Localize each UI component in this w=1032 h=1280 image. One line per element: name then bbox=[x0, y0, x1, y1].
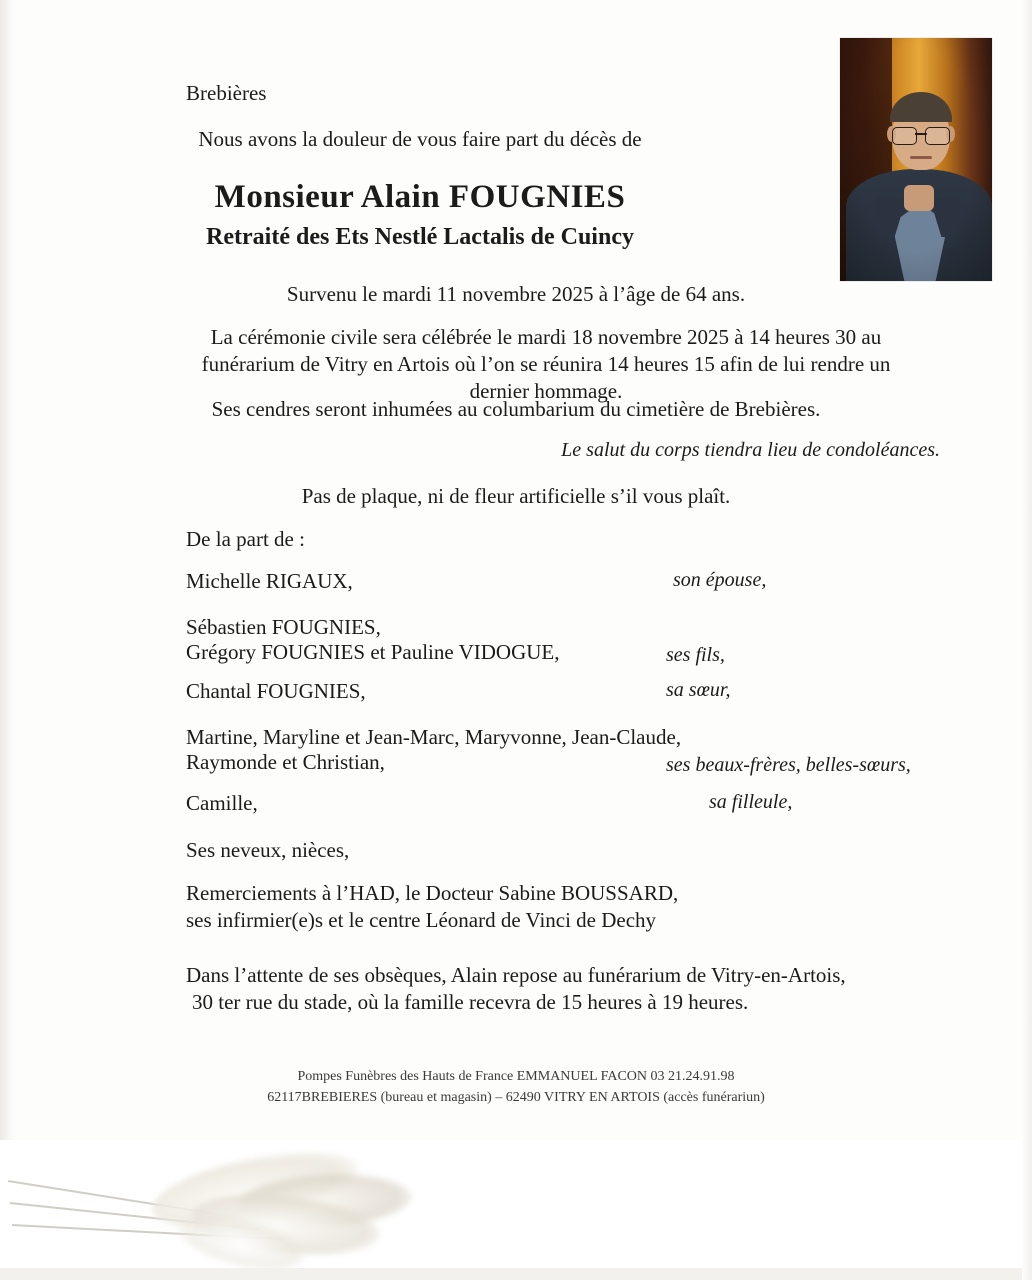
decorative-pampas-image bbox=[0, 1140, 1032, 1280]
repose-location-block bbox=[186, 962, 846, 1016]
ashes-details: Ses cendres seront inhumées au columbarium du cimetière de Brebières. bbox=[211, 397, 821, 421]
family-names-line2: Grégory FOUGNIES et Pauline VIDOGUE, bbox=[186, 640, 560, 664]
family-names-line1: Chantal FOUGNIES, bbox=[186, 679, 366, 703]
nephews-nieces-line: Ses neveux, nièces, bbox=[186, 838, 350, 862]
funeral-home-footer bbox=[0, 1066, 1032, 1108]
page-bottom-edge bbox=[0, 1268, 1032, 1280]
thanks-line2: ses infirmier(e)s et le centre Léonard de Vinci de Dechy bbox=[186, 907, 657, 932]
deceased-portrait-photo bbox=[840, 38, 992, 281]
death-date-line: Survenu le mardi 11 novembre 2025 à l’âge de 64 ans. bbox=[286, 282, 746, 306]
deceased-name: Monsieur Alain FOUGNIES bbox=[214, 179, 626, 215]
repose-line2: 30 ter rue du stade, où la famille recevra de 15 heures à 19 heures. bbox=[192, 989, 749, 1014]
family-row bbox=[186, 679, 926, 704]
family-row bbox=[186, 615, 926, 665]
family-names-line1: Camille, bbox=[186, 791, 258, 815]
footer-line1: Pompes Funèbres des Hauts de France EMMANUEL FACON 03 21.24.91.98 bbox=[297, 1069, 735, 1084]
repose-line1: Dans l’attente de ses obsèques, Alain repose au funérarium de Vitry-en-Artois, bbox=[186, 963, 846, 987]
family-names-line1: Michelle RIGAUX, bbox=[186, 569, 353, 593]
family-names-line1: Sébastien FOUGNIES, bbox=[186, 615, 381, 639]
family-relation: son épouse, bbox=[673, 569, 767, 591]
family-relation: ses fils, bbox=[666, 644, 725, 666]
family-names-line2: Raymonde et Christian, bbox=[186, 750, 385, 774]
family-row bbox=[186, 569, 926, 594]
family-names-line1: Martine, Maryline et Jean-Marc, Maryvonne, Jean-Claude, bbox=[186, 725, 682, 749]
condolences-note: Le salut du corps tiendra lieu de condoléances. bbox=[561, 439, 940, 461]
announcement-intro: Nous avons la douleur de vous faire part du décès de bbox=[198, 127, 642, 151]
family-row bbox=[186, 725, 926, 775]
family-relation: sa filleule, bbox=[709, 791, 793, 813]
locality-text: Brebières bbox=[186, 81, 267, 105]
family-relation: ses beaux-frères, belles-sœurs, bbox=[666, 754, 911, 776]
deceased-subtitle: Retraité des Ets Nestlé Lactalis de Cuincy bbox=[206, 224, 634, 250]
ceremony-details: La cérémonie civile sera célébrée le mardi 18 novembre 2025 à 14 heures 30 au funérarium de Vitry en Artois où l’on se réunira 14 heures 15 afin de lui rendre un dernier hommage. bbox=[201, 325, 891, 403]
family-relation: sa sœur, bbox=[666, 679, 731, 701]
portrait-vignette bbox=[840, 38, 992, 281]
thanks-block bbox=[186, 880, 678, 934]
no-flowers-note: Pas de plaque, ni de fleur artificielle s’il vous plaît. bbox=[301, 484, 731, 508]
thanks-line1: Remerciements à l’HAD, le Docteur Sabine BOUSSARD, bbox=[186, 881, 679, 905]
footer-line2: 62117BREBIERES (bureau et magasin) – 62490 VITRY EN ARTOIS (accès funérariun) bbox=[267, 1090, 765, 1105]
from-label: De la part de : bbox=[186, 527, 305, 551]
family-row bbox=[186, 791, 926, 816]
